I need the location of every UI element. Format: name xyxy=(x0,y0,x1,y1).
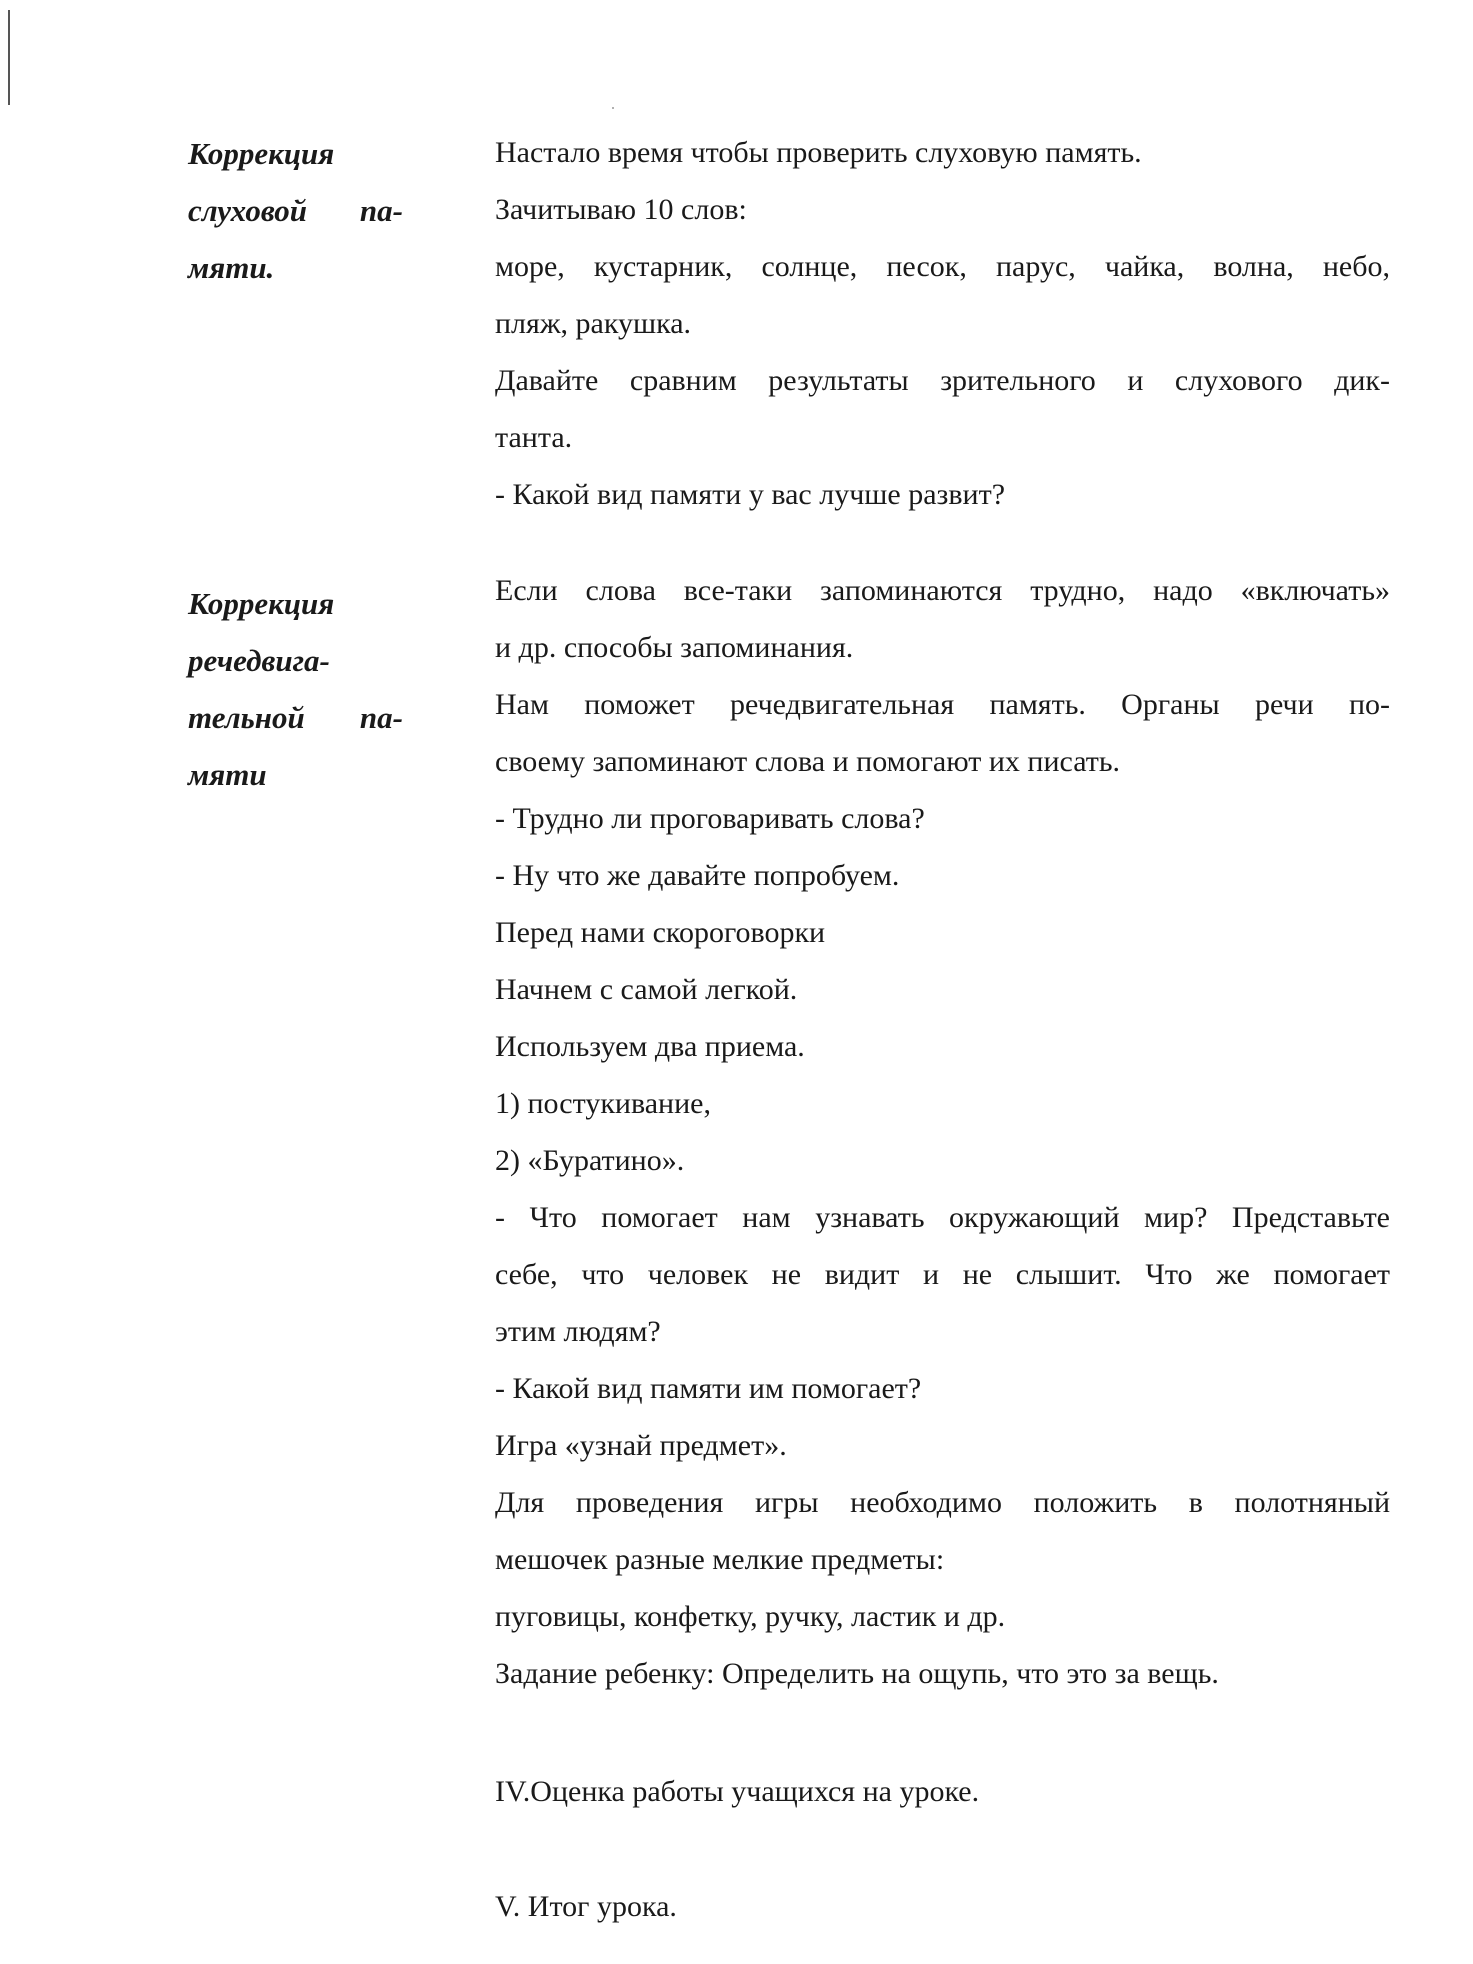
text-line: - Ну что же давайте попробуем. xyxy=(495,859,900,892)
section-heading-summary: V. Итог урока. xyxy=(495,1890,677,1923)
section-text-speech-motor-memory xyxy=(495,562,1390,1702)
label-line: мяти xyxy=(188,757,267,792)
text-line: - Какой вид памяти им помогает? xyxy=(495,1372,922,1405)
text-line: Для проведения игры необходимо положить в полотняный xyxy=(495,1486,1390,1519)
text-line: Используем два приема. xyxy=(495,1030,805,1063)
text-line: Игра «узнай предмет». xyxy=(495,1429,787,1462)
label-line: Коррекция xyxy=(188,136,335,171)
label-line: Коррекция xyxy=(188,586,335,621)
text-line: своему запоминают слова и помогают их писать. xyxy=(495,745,1121,778)
text-line: мешочек разные мелкие предметы: xyxy=(495,1543,945,1576)
text-line: Начнем с самой легкой. xyxy=(495,973,798,1006)
label-line: речедвига- xyxy=(188,643,330,678)
section-text-auditory-memory xyxy=(495,124,1390,523)
text-line: пуговицы, конфетку, ручку, ластик и др. xyxy=(495,1600,1006,1633)
text-line: Перед нами скороговорки xyxy=(495,916,826,949)
section-heading-evaluation: IV.Оценка работы учащихся на уроке. xyxy=(495,1775,980,1808)
text-line: 1) постукивание, xyxy=(495,1087,711,1120)
section-label-auditory-memory xyxy=(188,125,403,296)
text-line: - Какой вид памяти у вас лучше развит? xyxy=(495,478,1006,511)
text-line: и др. способы запоминания. xyxy=(495,631,854,664)
text-line: море, кустарник, солнце, песок, парус, чайка, волна, небо, xyxy=(495,250,1390,283)
scan-speck xyxy=(612,107,614,109)
text-line: Если слова все-таки запоминаются трудно, надо «включать» xyxy=(495,574,1390,607)
text-line: себе, что человек не видит и не слышит. Что же помогает xyxy=(495,1258,1390,1291)
text-line: Задание ребенку: Определить на ощупь, что это за вещь. xyxy=(495,1657,1219,1690)
text-line: танта. xyxy=(495,421,573,454)
text-line: Давайте сравним результаты зрительного и слухового дик- xyxy=(495,364,1390,397)
text-line: Зачитываю 10 слов: xyxy=(495,193,747,226)
section-label-speech-motor-memory xyxy=(188,575,403,803)
text-line: этим людям? xyxy=(495,1315,661,1348)
label-line: мяти. xyxy=(188,250,275,285)
text-line: пляж, ракушка. xyxy=(495,307,692,340)
label-line: слуховой па- xyxy=(188,193,403,228)
scan-edge-mark xyxy=(8,10,10,105)
text-line: - Трудно ли проговаривать слова? xyxy=(495,802,925,835)
text-line: Настало время чтобы проверить слуховую память. xyxy=(495,136,1142,169)
text-line: Нам поможет речедвигательная память. Органы речи по- xyxy=(495,688,1390,721)
text-line: - Что помогает нам узнавать окружающий мир? Представьте xyxy=(495,1201,1390,1234)
text-line: 2) «Буратино». xyxy=(495,1144,685,1177)
label-line: тельной па- xyxy=(188,700,403,735)
